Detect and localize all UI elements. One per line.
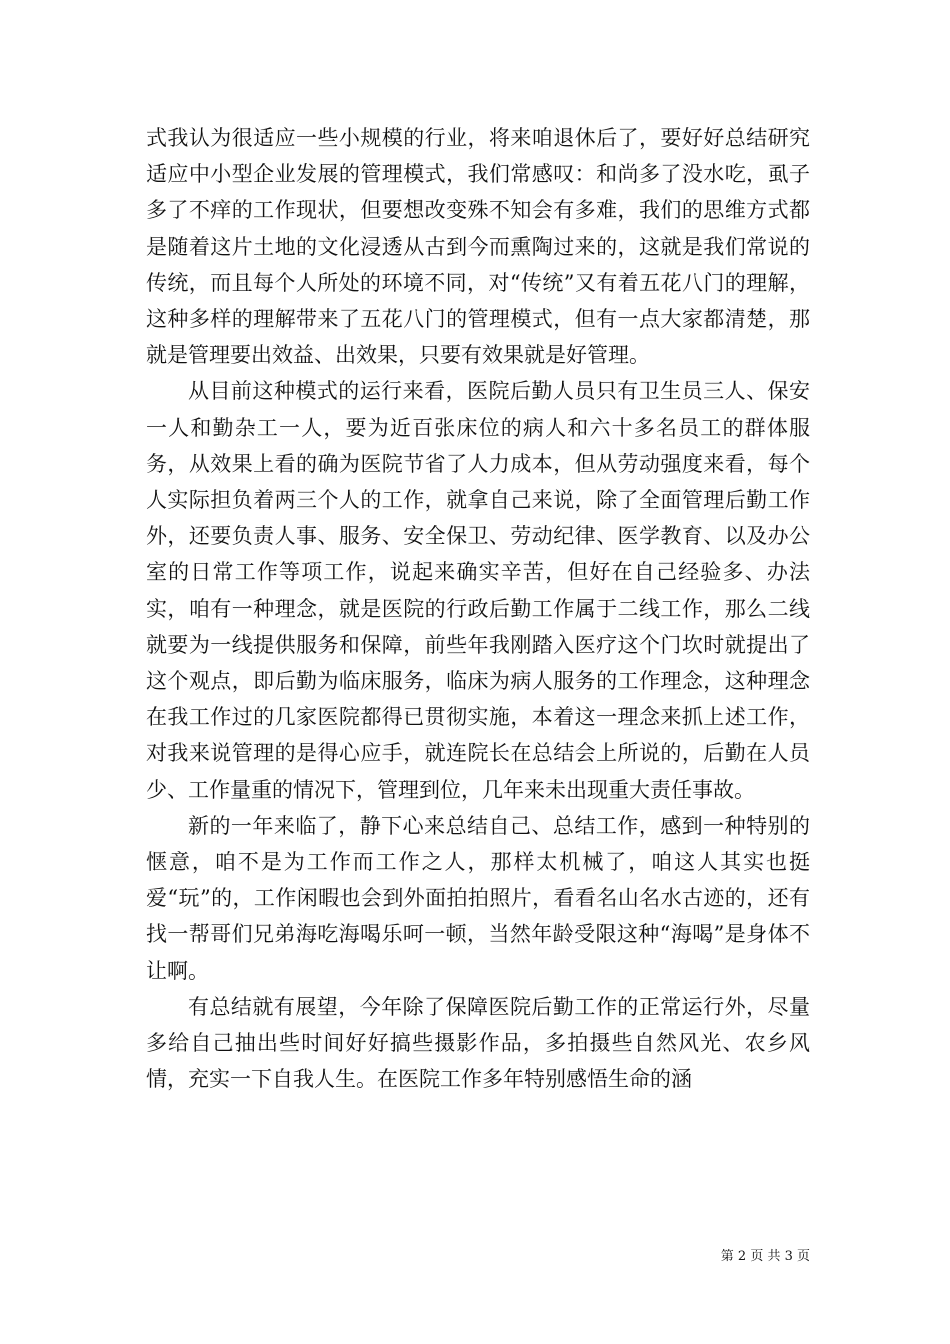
paragraph-4: 有总结就有展望，今年除了保障医院后勤工作的正常运行外，尽量多给自己抽出些时间好好搞些摄影作品，多拍摄些自然风光、农乡风情，充实一下自我人生。在医院工作多年特别感悟生命的涵	[146, 994, 810, 1092]
paragraph-1: 式我认为很适应一些小规模的行业，将来咱退休后了，要好好总结研究适应中小型企业发展的管理模式，我们常感叹：和尚多了没水吃，虱子多了不痒的工作现状，但要想改变殊不知会有多难，我们的思维方式都是随着这片土地的文化浸透从古到今而熏陶过来的，这就是我们常说的传统，而且每个人所处的环境不同，对“传统”又有着五花八门的理解，这种多样的理解带来了五花八门的管理模式，但有一点大家都清楚，那就是管理要出效益、出效果，只要有效果就是好管理。	[146, 126, 810, 368]
paragraph-2: 从目前这种模式的运行来看，医院后勤人员只有卫生员三人、保安一人和勤杂工一人，要为近百张床位的病人和六十多名员工的群体服务，从效果上看的确为医院节省了人力成本，但从劳动强度来看，每个人实际担负着两三个人的工作，就拿自己来说，除了全面管理后勤工作外，还要负责人事、服务、安全保卫、劳动纪律、医学教育、以及办公室的日常工作等项工作，说起来确实辛苦，但好在自己经验多、办法实，咱有一种理念，就是医院的行政后勤工作属于二线工作，那么二线就要为一线提供服务和保障，前些年我刚踏入医疗这个门坎时就提出了这个观点，即后勤为临床服务，临床为病人服务的工作理念，这种理念在我工作过的几家医院都得已贯彻实施，本着这一理念来抓上述工作，对我来说管理的是得心应手，就连院长在总结会上所说的，后勤在人员少、工作量重的情况下，管理到位，几年来未出现重大责任事故。	[146, 379, 810, 802]
page-number-footer: 第 2 页 共 3 页	[720, 1249, 810, 1264]
document-body	[146, 120, 810, 1097]
paragraph-3: 新的一年来临了，静下心来总结自己、总结工作，感到一种特别的惬意，咱不是为工作而工作之人，那样太机械了，咱这人其实也挺爱“玩”的，工作闲暇也会到外面拍拍照片，看看名山名水古迹的，还有找一帮哥们兄弟海吃海喝乐呵一顿，当然年龄受限这种“海喝”是身体不让啊。	[146, 813, 810, 983]
